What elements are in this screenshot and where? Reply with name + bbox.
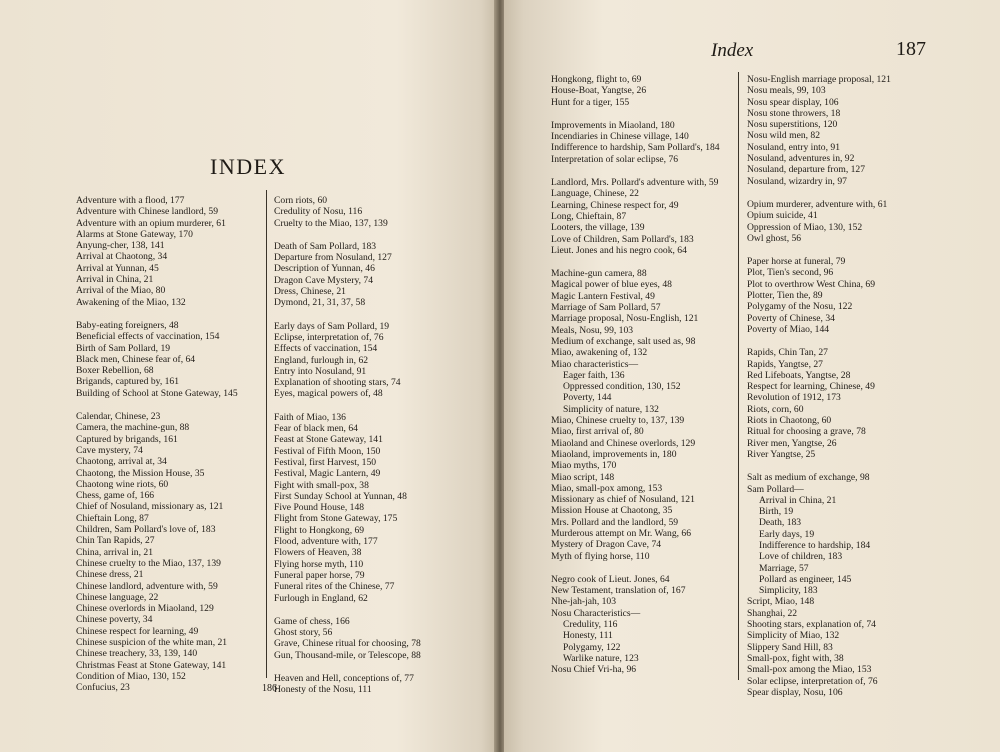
- index-entry: Opium murderer, adventure with, 61: [747, 198, 888, 210]
- index-entry: Effects of vaccination, 154: [274, 343, 378, 355]
- index-entry: Mission House at Chaotong, 35: [551, 505, 673, 517]
- index-entry: China, arrival in, 21: [76, 546, 153, 558]
- index-entry: Language, Chinese, 22: [551, 188, 639, 200]
- index-entry: Chaotong, arrival at, 34: [76, 456, 167, 468]
- index-entry: Looters, the village, 139: [551, 222, 645, 234]
- index-entry: Chinese overlords in Miaoland, 129: [76, 603, 214, 615]
- index-entry: Arrival of the Miao, 80: [76, 285, 166, 297]
- index-entry: Nosu spear display, 106: [747, 96, 839, 108]
- index-entry: Nosu wild men, 82: [747, 130, 821, 142]
- index-entry: Negro cook of Lieut. Jones, 64: [551, 573, 670, 585]
- index-subentry: Birth, 19: [759, 506, 794, 518]
- index-entry: Death of Sam Pollard, 183: [274, 240, 377, 252]
- index-entry: Anyung-cher, 138, 141: [76, 240, 165, 252]
- left-column-1: [76, 195, 266, 693]
- index-entry: Myth of flying horse, 110: [551, 550, 650, 562]
- index-entry: Interpretation of solar eclipse, 76: [551, 153, 679, 165]
- index-entry: Chaotong wine riots, 60: [76, 478, 169, 490]
- index-subentry: Poverty, 144: [563, 392, 612, 404]
- index-entry: Lieut. Jones and his negro cook, 64: [551, 244, 687, 256]
- index-subentry: Early days, 19: [759, 528, 815, 540]
- index-entry: Chief of Nosuland, missionary as, 121: [76, 501, 224, 513]
- left-page-number: 186: [262, 683, 277, 694]
- index-entry: River men, Yangtse, 26: [747, 437, 837, 449]
- index-entry: Gun, Thousand-mile, or Telescope, 88: [274, 649, 421, 661]
- index-entry: Fight with small-pox, 38: [274, 479, 369, 491]
- index-entry: Love of Children, Sam Pollard's, 183: [551, 233, 694, 245]
- index-entry: Miaoland, improvements in, 180: [551, 448, 677, 460]
- index-entry: Nosu stone throwers, 18: [747, 107, 841, 119]
- index-entry: Arrival at Chaotong, 34: [76, 251, 168, 263]
- entry-gap: [274, 400, 464, 412]
- index-entry: Dragon Cave Mystery, 74: [274, 274, 374, 286]
- index-subentry: Marriage, 57: [759, 562, 809, 574]
- index-entry: Eclipse, interpretation of, 76: [274, 331, 384, 343]
- index-entry: Spear display, Nosu, 106: [747, 686, 843, 698]
- index-subentry: Polygamy, 122: [563, 641, 621, 653]
- index-entry: Nosuland, entry into, 91: [747, 141, 840, 153]
- index-entry: Departure from Nosuland, 127: [274, 252, 392, 264]
- index-entry: Oppression of Miao, 130, 152: [747, 221, 863, 233]
- index-subentry: Honesty, 111: [563, 630, 613, 642]
- index-subentry: Indifference to hardship, 184: [759, 539, 871, 551]
- index-entry: Machine-gun camera, 88: [551, 268, 647, 280]
- index-entry: Eyes, magical powers of, 48: [274, 388, 383, 400]
- index-entry: Nosu-English marriage proposal, 121: [747, 74, 891, 85]
- index-entry: Medium of exchange, salt used as, 98: [551, 335, 696, 347]
- index-entry: Funeral rites of the Chinese, 77: [274, 581, 395, 593]
- index-entry: Boxer Rebellion, 68: [76, 365, 154, 377]
- entry-gap: [274, 309, 464, 321]
- index-entry: Miao script, 148: [551, 471, 615, 483]
- index-entry: Opium suicide, 41: [747, 210, 818, 222]
- index-entry: Brigands, captured by, 161: [76, 376, 180, 388]
- index-entry: Chinese poverty, 34: [76, 614, 153, 626]
- index-entry: Plot to overthrow West China, 69: [747, 278, 876, 290]
- index-entry: Birth of Sam Pollard, 19: [76, 342, 171, 354]
- index-entry: Flood, adventure with, 177: [274, 536, 378, 548]
- index-entry: Nosuland, wizardry in, 97: [747, 175, 847, 187]
- index-entry: Festival of Fifth Moon, 150: [274, 445, 381, 457]
- index-entry: Feast at Stone Gateway, 141: [274, 434, 383, 446]
- entry-gap: [551, 108, 737, 120]
- index-entry: Furlough in England, 62: [274, 592, 368, 604]
- running-head: Index: [711, 40, 754, 61]
- index-entry: Chinese treachery, 33, 139, 140: [76, 648, 198, 660]
- index-entry: Black men, Chinese fear of, 64: [76, 353, 196, 365]
- entry-gap: [551, 256, 737, 268]
- index-entry: Heaven and Hell, conceptions of, 77: [274, 672, 414, 684]
- index-entry: Riots, corn, 60: [747, 403, 804, 415]
- index-entry: Confucius, 23: [76, 682, 130, 694]
- index-entry: Corn riots, 60: [274, 195, 328, 206]
- index-entry: Plotter, Tien the, 89: [747, 290, 823, 302]
- index-entry: Solar eclipse, interpretation of, 76: [747, 675, 878, 687]
- index-entry: Captured by brigands, 161: [76, 433, 178, 445]
- index-entry: Chaotong, the Mission House, 35: [76, 467, 205, 479]
- index-entry: Nosuland, departure from, 127: [747, 164, 866, 176]
- index-entry: Learning, Chinese respect for, 49: [551, 199, 679, 211]
- index-entry: Alarms at Stone Gateway, 170: [76, 228, 193, 240]
- index-subentry: Warlike nature, 123: [563, 652, 639, 664]
- index-entry: Flight from Stone Gateway, 175: [274, 513, 398, 525]
- index-entry: Dymond, 21, 31, 37, 58: [274, 297, 366, 309]
- index-entry: Chinese respect for learning, 49: [76, 625, 199, 637]
- index-entry: Long, Chieftain, 87: [551, 210, 627, 222]
- index-entry: Nosu superstitions, 120: [747, 119, 838, 131]
- index-entry: Festival, first Harvest, 150: [274, 456, 377, 468]
- index-subentry: Eager faith, 136: [563, 369, 625, 381]
- right-column-2: [747, 74, 947, 698]
- entry-gap: [747, 335, 947, 347]
- entry-gap: [747, 187, 947, 199]
- index-entry: Mystery of Dragon Cave, 74: [551, 539, 662, 551]
- index-entry: Nosuland, adventures in, 92: [747, 153, 855, 165]
- index-subentry: Pollard as engineer, 145: [759, 573, 852, 585]
- index-entry: Improvements in Miaoland, 180: [551, 119, 675, 131]
- index-entry: Baby-eating foreigners, 48: [76, 319, 179, 331]
- index-entry: Calendar, Chinese, 23: [76, 411, 161, 423]
- index-entry: Marriage of Sam Pollard, 57: [551, 302, 661, 314]
- index-entry: Small-pox, fight with, 38: [747, 652, 844, 664]
- index-entry: Miao, first arrival of, 80: [551, 426, 644, 438]
- index-entry: Funeral paper horse, 79: [274, 569, 365, 581]
- index-entry: Riots in Chaotong, 60: [747, 415, 832, 427]
- index-entry: Entry into Nosuland, 91: [274, 365, 367, 377]
- index-entry: Chinese cruelty to the Miao, 137, 139: [76, 557, 221, 569]
- entry-gap: [274, 604, 464, 616]
- index-entry: Magic Lantern Festival, 49: [551, 290, 655, 302]
- index-entry: Dress, Chinese, 21: [274, 286, 346, 298]
- index-entry: Sam Pollard—: [747, 483, 804, 495]
- index-entry: Red Lifeboats, Yangtse, 28: [747, 369, 851, 381]
- index-entry: Mrs. Pollard and the landlord, 59: [551, 516, 679, 528]
- entry-gap: [76, 399, 266, 411]
- index-entry: Cruelty to the Miao, 137, 139: [274, 217, 388, 229]
- index-entry: Magical power of blue eyes, 48: [551, 279, 672, 291]
- index-entry: New Testament, translation of, 167: [551, 585, 686, 597]
- index-entry: Adventure with an opium murderer, 61: [76, 217, 226, 229]
- index-entry: Chinese landlord, adventure with, 59: [76, 580, 218, 592]
- index-entry: Miao myths, 170: [551, 460, 617, 472]
- entry-gap: [551, 562, 737, 574]
- index-entry: Five Pound House, 148: [274, 502, 365, 514]
- index-subentry: Simplicity, 183: [759, 585, 818, 597]
- index-entry: House-Boat, Yangtse, 26: [551, 85, 647, 97]
- index-entry: Arrival in China, 21: [76, 274, 154, 286]
- index-entry: Owl ghost, 56: [747, 232, 802, 244]
- index-entry: Script, Miao, 148: [747, 596, 815, 608]
- column-rule-left: [266, 190, 267, 678]
- index-entry: Revolution of 1912, 173: [747, 392, 841, 404]
- entry-gap: [274, 661, 464, 673]
- index-entry: Fear of black men, 64: [274, 423, 358, 435]
- index-entry: Chinese dress, 21: [76, 569, 144, 581]
- index-entry: Beneficial effects of vaccination, 154: [76, 331, 220, 343]
- index-entry: Shanghai, 22: [747, 607, 798, 619]
- index-entry: Grave, Chinese ritual for choosing, 78: [274, 638, 421, 650]
- index-entry: Nosu Chief Vri-ha, 96: [551, 664, 637, 676]
- index-entry: Miao, small-pox among, 153: [551, 482, 663, 494]
- index-entry: Ritual for choosing a grave, 78: [747, 426, 866, 438]
- entry-gap: [551, 165, 737, 177]
- index-subentry: Death, 183: [759, 517, 802, 529]
- index-entry: Poverty of Miao, 144: [747, 323, 830, 335]
- entry-gap: [747, 460, 947, 472]
- index-entry: Salt as medium of exchange, 98: [747, 472, 870, 484]
- column-rule-right: [738, 72, 739, 680]
- index-entry: Miao, awakening of, 132: [551, 347, 648, 359]
- index-entry: Nosu meals, 99, 103: [747, 85, 826, 97]
- index-entry: Small-pox among the Miao, 153: [747, 664, 872, 676]
- index-entry: Explanation of shooting stars, 74: [274, 377, 401, 389]
- index-subentry: Love of children, 183: [759, 551, 843, 563]
- index-entry: Indifference to hardship, Sam Pollard's, 184: [551, 142, 720, 154]
- index-entry: Credulity of Nosu, 116: [274, 206, 363, 218]
- index-entry: Hunt for a tiger, 155: [551, 96, 630, 108]
- index-entry: Festival, Magic Lantern, 49: [274, 468, 381, 480]
- index-entry: Christmas Feast at Stone Gateway, 141: [76, 659, 227, 671]
- index-entry: Miao, Chinese cruelty to, 137, 139: [551, 415, 685, 427]
- index-entry: Chess, game of, 166: [76, 490, 155, 502]
- index-subentry: Simplicity of nature, 132: [563, 403, 659, 415]
- index-entry: Description of Yunnan, 46: [274, 263, 375, 275]
- index-entry: First Sunday School at Yunnan, 48: [274, 490, 407, 502]
- index-entry: Chinese suspicion of the white man, 21: [76, 636, 228, 648]
- index-entry: Honesty of the Nosu, 111: [274, 684, 372, 696]
- index-entry: Shooting stars, explanation of, 74: [747, 619, 876, 631]
- index-entry: Murderous attempt on Mr. Wang, 66: [551, 527, 692, 539]
- left-column-2: [274, 195, 464, 696]
- index-entry: Miaoland and Chinese overlords, 129: [551, 437, 696, 449]
- index-entry: Game of chess, 166: [274, 615, 350, 627]
- index-entry: Miao characteristics—: [551, 358, 639, 370]
- index-entry: Rapids, Yangtse, 27: [747, 358, 823, 370]
- index-entry: Cave mystery, 74: [76, 444, 143, 456]
- index-entry: Adventure with a flood, 177: [76, 195, 185, 206]
- index-entry: Nosu Characteristics—: [551, 607, 641, 619]
- index-entry: Chieftain Long, 87: [76, 512, 149, 524]
- index-entry: Respect for learning, Chinese, 49: [747, 381, 875, 393]
- index-title: INDEX: [210, 154, 286, 179]
- right-column-1: [551, 74, 737, 676]
- index-entry: Chinese language, 22: [76, 591, 159, 603]
- index-entry: Incendiaries in Chinese village, 140: [551, 131, 689, 143]
- index-entry: Early days of Sam Pollard, 19: [274, 320, 390, 332]
- index-entry: Flight to Hongkong, 69: [274, 524, 365, 536]
- index-entry: Polygamy of the Nosu, 122: [747, 301, 853, 313]
- index-entry: Building of School at Stone Gateway, 145: [76, 387, 238, 399]
- index-subentry: Arrival in China, 21: [759, 494, 837, 506]
- index-entry: Simplicity of Miao, 132: [747, 630, 840, 642]
- index-entry: Faith of Miao, 136: [274, 411, 346, 423]
- index-entry: Children, Sam Pollard's love of, 183: [76, 524, 216, 536]
- index-entry: Flowers of Heaven, 38: [274, 547, 362, 559]
- index-entry: Hongkong, flight to, 69: [551, 74, 642, 85]
- entry-gap: [274, 229, 464, 241]
- index-entry: Landlord, Mrs. Pollard's adventure with, 59: [551, 177, 719, 189]
- right-page-number: 187: [896, 38, 926, 60]
- index-entry: Rapids, Chin Tan, 27: [747, 347, 828, 359]
- left-page: [0, 0, 496, 752]
- index-entry: Chin Tan Rapids, 27: [76, 535, 155, 547]
- entry-gap: [747, 244, 947, 256]
- index-entry: Adventure with Chinese landlord, 59: [76, 206, 219, 218]
- index-entry: Slippery Sand Hill, 83: [747, 641, 833, 653]
- index-entry: Plot, Tien's second, 96: [747, 267, 834, 279]
- index-entry: Camera, the machine-gun, 88: [76, 422, 190, 434]
- index-entry: Nhe-jah-jah, 103: [551, 596, 617, 608]
- index-entry: Ghost story, 56: [274, 627, 333, 639]
- index-entry: Poverty of Chinese, 34: [747, 312, 835, 324]
- index-entry: Meals, Nosu, 99, 103: [551, 324, 634, 336]
- index-entry: Flying horse myth, 110: [274, 558, 364, 570]
- index-entry: Marriage proposal, Nosu-English, 121: [551, 313, 699, 325]
- index-subentry: Oppressed condition, 130, 152: [563, 381, 681, 393]
- index-subentry: Credulity, 116: [563, 619, 618, 631]
- index-entry: River Yangtse, 25: [747, 448, 816, 460]
- index-entry: Awakening of the Miao, 132: [76, 296, 186, 308]
- index-entry: Condition of Miao, 130, 152: [76, 670, 186, 682]
- index-entry: Paper horse at funeral, 79: [747, 256, 846, 268]
- index-entry: Arrival at Yunnan, 45: [76, 262, 159, 274]
- index-entry: Missionary as chief of Nosuland, 121: [551, 494, 695, 506]
- entry-gap: [76, 308, 266, 320]
- index-entry: England, furlough in, 62: [274, 354, 369, 366]
